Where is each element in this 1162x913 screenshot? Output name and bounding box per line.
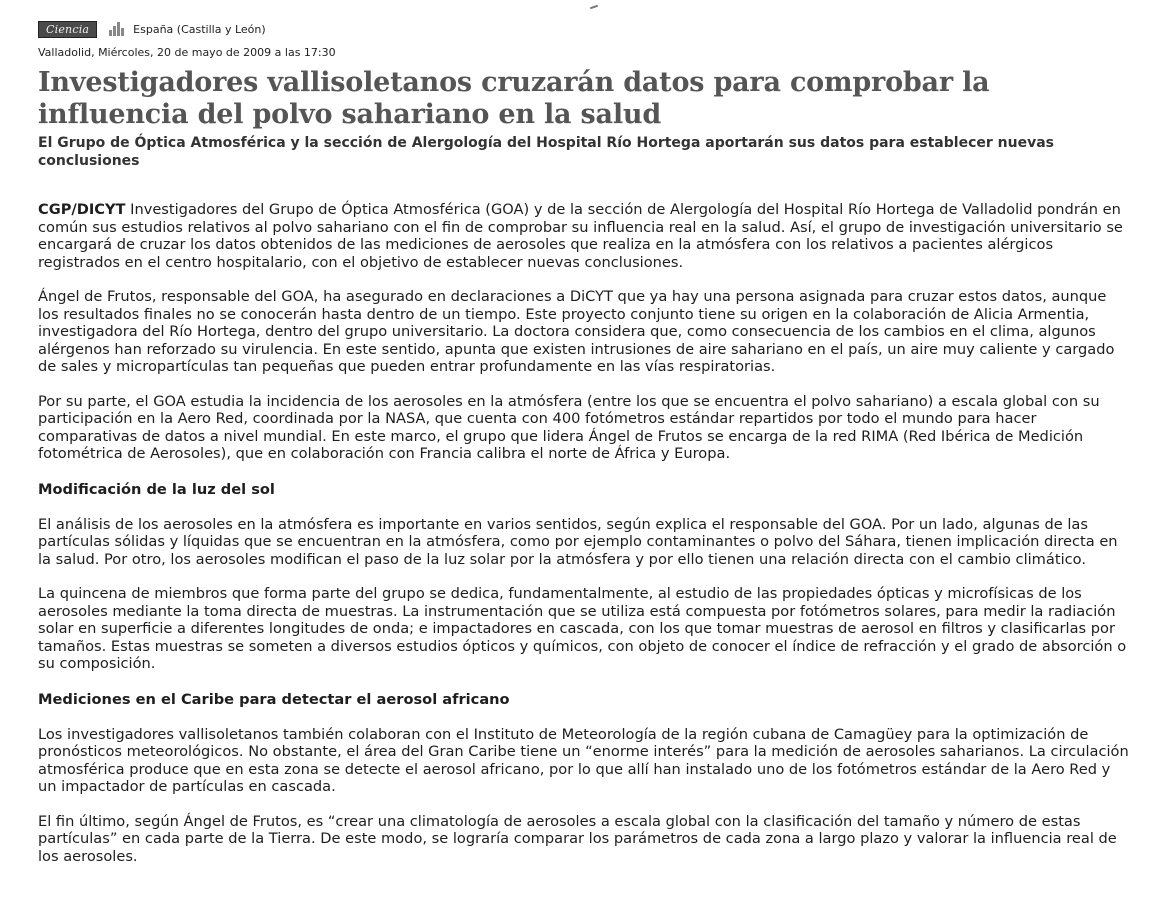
section-heading-1: Modificación de la luz del sol [38, 480, 275, 498]
paragraph-5: La quincena de miembros que forma parte del grupo se dedica, fundamentalmente, al estudio de las propiedades ópticas y microfísicas de los aerosoles mediante la toma directa de muestras. La instrumentación que se utiliza está compuesta por fotómetros solares, para medir la radiación solar en superficie a diferentes longitudes de onda; e impactadores en cascada, con los que tomar muestras de aerosol en filtros y clasificarlas por tamaños. Estas muestras se someten a diversos estudios ópticos y químicos, con objeto de conocer el índice de refracción y el grado de absorción o su composición. [38, 585, 1127, 672]
article-page [38, 18, 1130, 865]
paragraph-7: El fin último, según Ángel de Frutos, es “crear una climatología de aerosoles a escala global con la clasificación del tamaño y número de estas partículas” en cada parte de la Tierra. De este modo, se lograría comparar los parámetros de cada zona a largo plazo y valorar la influencia real de los aerosoles. [38, 812, 1117, 865]
header-bar [38, 18, 1130, 40]
agency-logo-icon [109, 22, 127, 36]
paragraph-3: Por su parte, el GOA estudia la incidencia de los aerosoles en la atmósfera (entre los que se encuentra el polvo sahariano) a escala global con su participación en la Aero Red, coordinada por la NASA, que cuenta con 400 fotómetros estándar repartidos por todo el mundo para hacer comparativas de datos a nivel mundial. En este marco, el grupo que lidera Ángel de Frutos se encarga de la red RIMA (Red Ibérica de Medición fotométrica de Aerosoles), que en colaboración con Francia calibra el norte de África y Europa. [38, 392, 1100, 462]
source-label: CGP/DICYT [38, 201, 126, 218]
lead-text: Investigadores del Grupo de Óptica Atmosférica (GOA) y de la sección de Alergología del Hospital Río Hortega de Valladolid pondrán en común sus estudios relativos al polvo sahariano con el fin de comprobar su influencia real en la salud. Así, el grupo de investigación universitario se encargará de cruzar los datos obtenidos de las mediciones de aerosoles que realiza en la atmósfera con los relativos a pacientes alérgicos registrados en el centro hospitalario, con el objetivo de establecer nuevas conclusiones. [38, 201, 1123, 271]
dateline: Valladolid, Miércoles, 20 de mayo de 2009 a las 17:30 [38, 46, 336, 59]
article-title: Investigadores vallisoletanos cruzarán datos para comprobar la influencia del polvo sahariano en la salud [38, 67, 990, 130]
location-label: España (Castilla y León) [133, 22, 266, 36]
paragraph-2: Ángel de Frutos, responsable del GOA, ha asegurado en declaraciones a DiCYT que ya hay una persona asignada para cruzar estos datos, aunque los resultados finales no se conocerán hasta dentro de un tiempo. Este proyecto conjunto tiene su origen en la colaboración de Alicia Armentia, investigadora del Río Hortega, dentro del grupo universitario. La doctora considera que, como consecuencia de los cambios en el clima, algunos alérgenos han reforzado su virulencia. En este sentido, apunta que existen intrusiones de aire sahariano en el país, un aire muy caliente y cargado de sales y micropartículas tan pequeñas que pueden entrar profundamente en las vías respiratorias. [38, 288, 1115, 375]
section-heading-2: Mediciones en el Caribe para detectar el aerosol africano [38, 690, 510, 708]
article-subtitle: El Grupo de Óptica Atmosférica y la sección de Alergología del Hospital Río Hortega aportarán sus datos para establecer nuevas conclusiones [38, 135, 1054, 169]
lead-paragraph [38, 201, 1130, 271]
paragraph-6: Los investigadores vallisoletanos también colaboran con el Instituto de Meteorología de la región cubana de Camagüey para la optimización de pronósticos meteorológicos. No obstante, el área del Gran Caribe tiene un “enorme interés” para la medición de aerosoles saharianos. La circulación atmosférica produce que en esta zona se detecte el aerosol africano, por lo que allí han instalado uno de los fotómetros estándar de la Aero Red y un impactador de partículas en cascada. [38, 725, 1129, 795]
scan-speck [590, 5, 598, 10]
paragraph-4: El análisis de los aerosoles en la atmósfera es importante en varios sentidos, según explica el responsable del GOA. Por un lado, algunas de las partículas sólidas y líquidas que se encuentran en la atmósfera, como por ejemplo contaminantes o polvo del Sáhara, tienen implicación directa en la salud. Por otro, los aerosoles modifican el paso de la luz solar por la atmósfera y por ello tienen una relación directa con el cambio climático. [38, 515, 1118, 568]
section-badge[interactable]: Ciencia [38, 21, 97, 38]
